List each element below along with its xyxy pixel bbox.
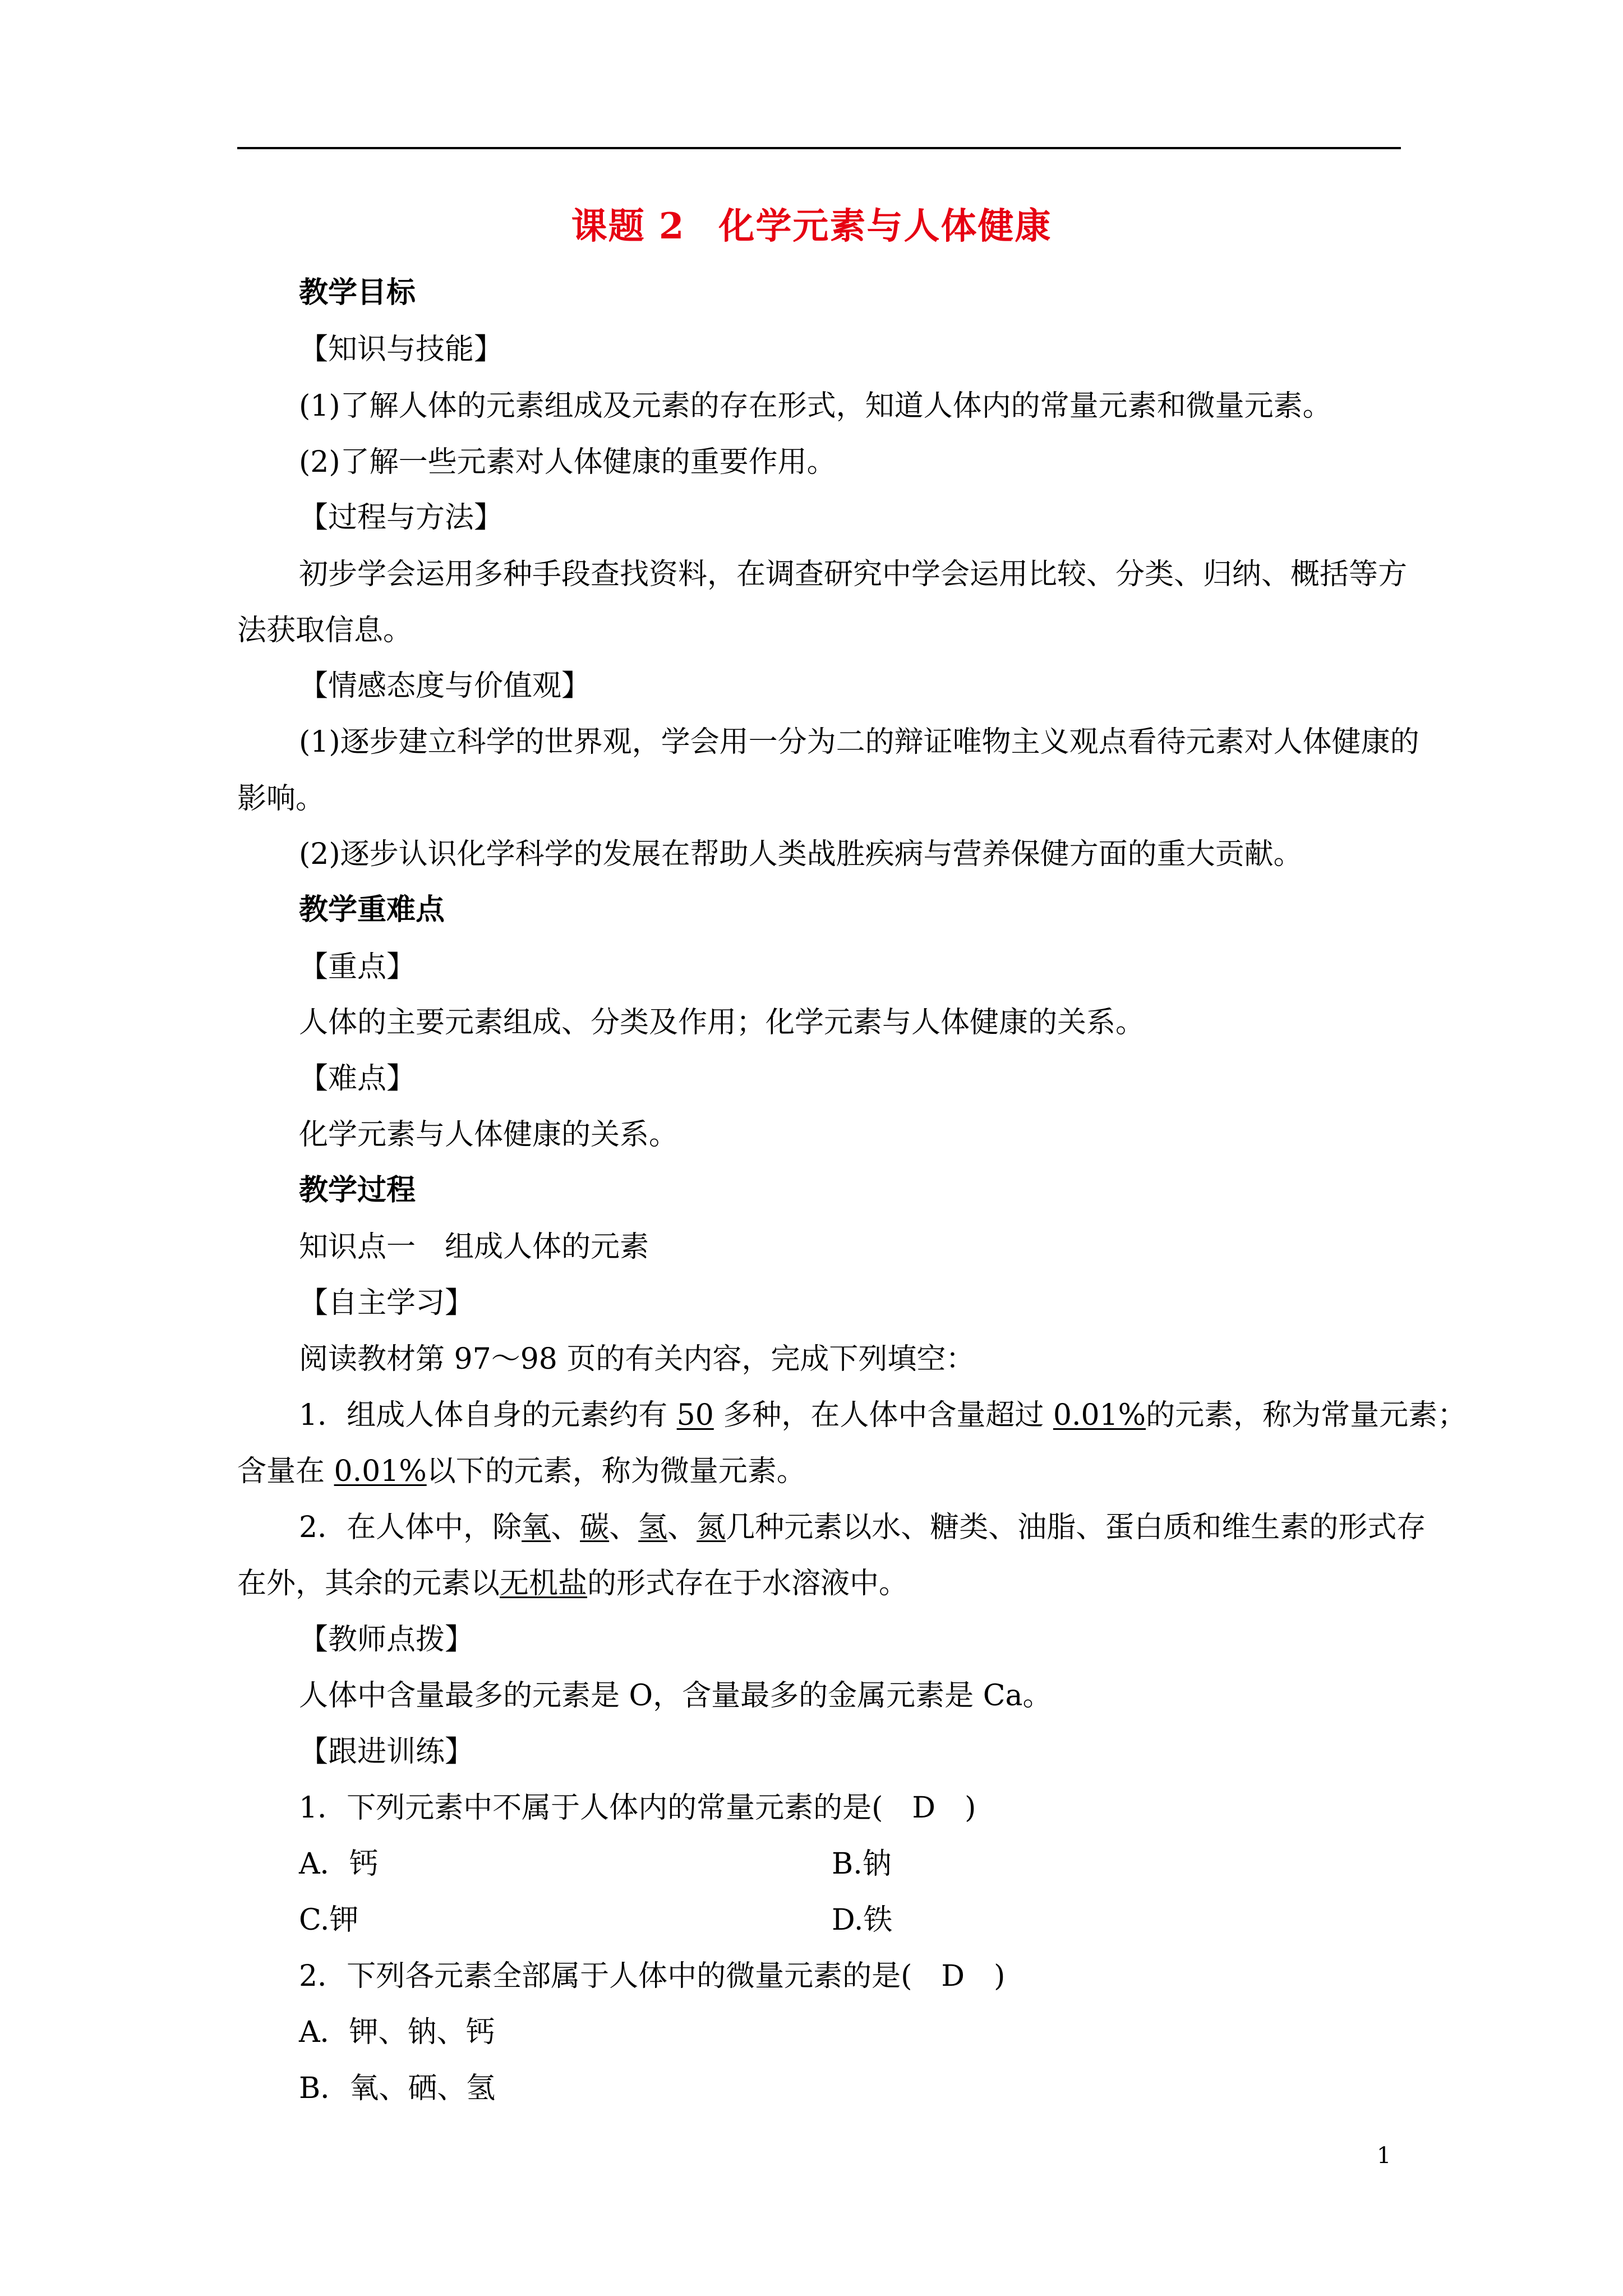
knowledge-heading: 【知识与技能】 [299, 333, 504, 366]
objectives-heading: 教学目标 [299, 275, 416, 310]
answer-blank: 50 [676, 1398, 714, 1432]
knowledge-point-1: 知识点一 组成人体的元素 [299, 1230, 649, 1264]
answer-blank: 0.01% [334, 1455, 427, 1488]
exercise-1-option-d: D.铁 [832, 1903, 893, 1937]
fill-question-1-line2: 含量在 0.01%以下的元素，称为微量元素。 [237, 1455, 806, 1488]
lesson-title [0, 197, 1623, 249]
teacher-tip-heading: 【教师点拨】 [299, 1623, 474, 1657]
process-method-text-line2: 法获取信息。 [237, 614, 413, 647]
exercise-2-option-b: B．氧、硒、氢 [299, 2072, 496, 2105]
lesson-name: 化学元素与人体健康 [718, 205, 1052, 247]
emotion-item-1-line1: (1)逐步建立科学的世界观，学会用一分为二的辩证唯物主义观点看待元素对人体健康的 [299, 725, 1419, 759]
exercise-1-question: 1．下列元素中不属于人体内的常量元素的是( D ) [299, 1791, 976, 1825]
answer-blank: 0.01% [1053, 1398, 1146, 1432]
key-text: 人体的主要元素组成、分类及作用；化学元素与人体健康的关系。 [299, 1006, 1145, 1039]
process-method-heading: 【过程与方法】 [299, 501, 504, 535]
header-rule [237, 147, 1401, 149]
process-heading: 教学过程 [299, 1173, 416, 1207]
answer-blank: 无机盐 [500, 1567, 588, 1600]
fill-question-1-line1: 1．组成人体自身的元素约有 50 多种，在人体中含量超过 0.01%的元素，称为常量元素； [299, 1398, 1467, 1432]
exercise-2-option-a: A．钾、钠、钙 [299, 2016, 495, 2049]
exercise-1-option-c: C.钾 [299, 1903, 359, 1937]
lesson-topic: 课题 2 [571, 205, 685, 247]
answer-blank: 氢 [638, 1511, 668, 1544]
answer-blank: 碳 [580, 1511, 610, 1544]
page-number: 1 [1377, 2143, 1391, 2169]
self-study-heading: 【自主学习】 [299, 1286, 474, 1320]
emotion-item-2: (2)逐步认识化学科学的发展在帮助人类战胜疾病与营养保健方面的重大贡献。 [299, 838, 1303, 871]
fill-question-2-line2: 在外，其余的元素以无机盐的形式存在于水溶液中。 [237, 1567, 909, 1600]
practice-heading: 【跟进训练】 [299, 1735, 474, 1769]
emotion-heading: 【情感态度与价值观】 [299, 669, 591, 703]
reading-instruction: 阅读教材第 97～98 页的有关内容，完成下列填空： [299, 1342, 975, 1376]
key-heading: 【重点】 [299, 950, 416, 984]
knowledge-item-1: (1)了解人体的元素组成及元素的存在形式，知道人体内的常量元素和微量元素。 [299, 389, 1332, 423]
keypoints-heading: 教学重难点 [299, 892, 445, 927]
teacher-tip-text: 人体中含量最多的元素是 O，含量最多的金属元素是 Ca。 [299, 1679, 1052, 1713]
exercise-1-option-b: B.钠 [832, 1847, 892, 1881]
exercise-1-option-a: A．钙 [299, 1847, 379, 1881]
difficulty-text: 化学元素与人体健康的关系。 [299, 1118, 679, 1152]
exercise-2-question: 2．下列各元素全部属于人体中的微量元素的是( D ) [299, 1959, 1006, 1993]
difficulty-heading: 【难点】 [299, 1062, 416, 1096]
answer-blank: 氧 [522, 1511, 551, 1544]
fill-question-2-line1: 2．在人体中，除氧、碳、氢、氮几种元素以水、糖类、油脂、蛋白质和维生素的形式存 [299, 1511, 1426, 1544]
answer-blank: 氮 [697, 1511, 726, 1544]
process-method-text-line1: 初步学会运用多种手段查找资料，在调查研究中学会运用比较、分类、归纳、概括等方 [299, 558, 1408, 591]
knowledge-item-2: (2)了解一些元素对人体健康的重要作用。 [299, 445, 836, 479]
emotion-item-1-line2: 影响。 [237, 782, 325, 816]
